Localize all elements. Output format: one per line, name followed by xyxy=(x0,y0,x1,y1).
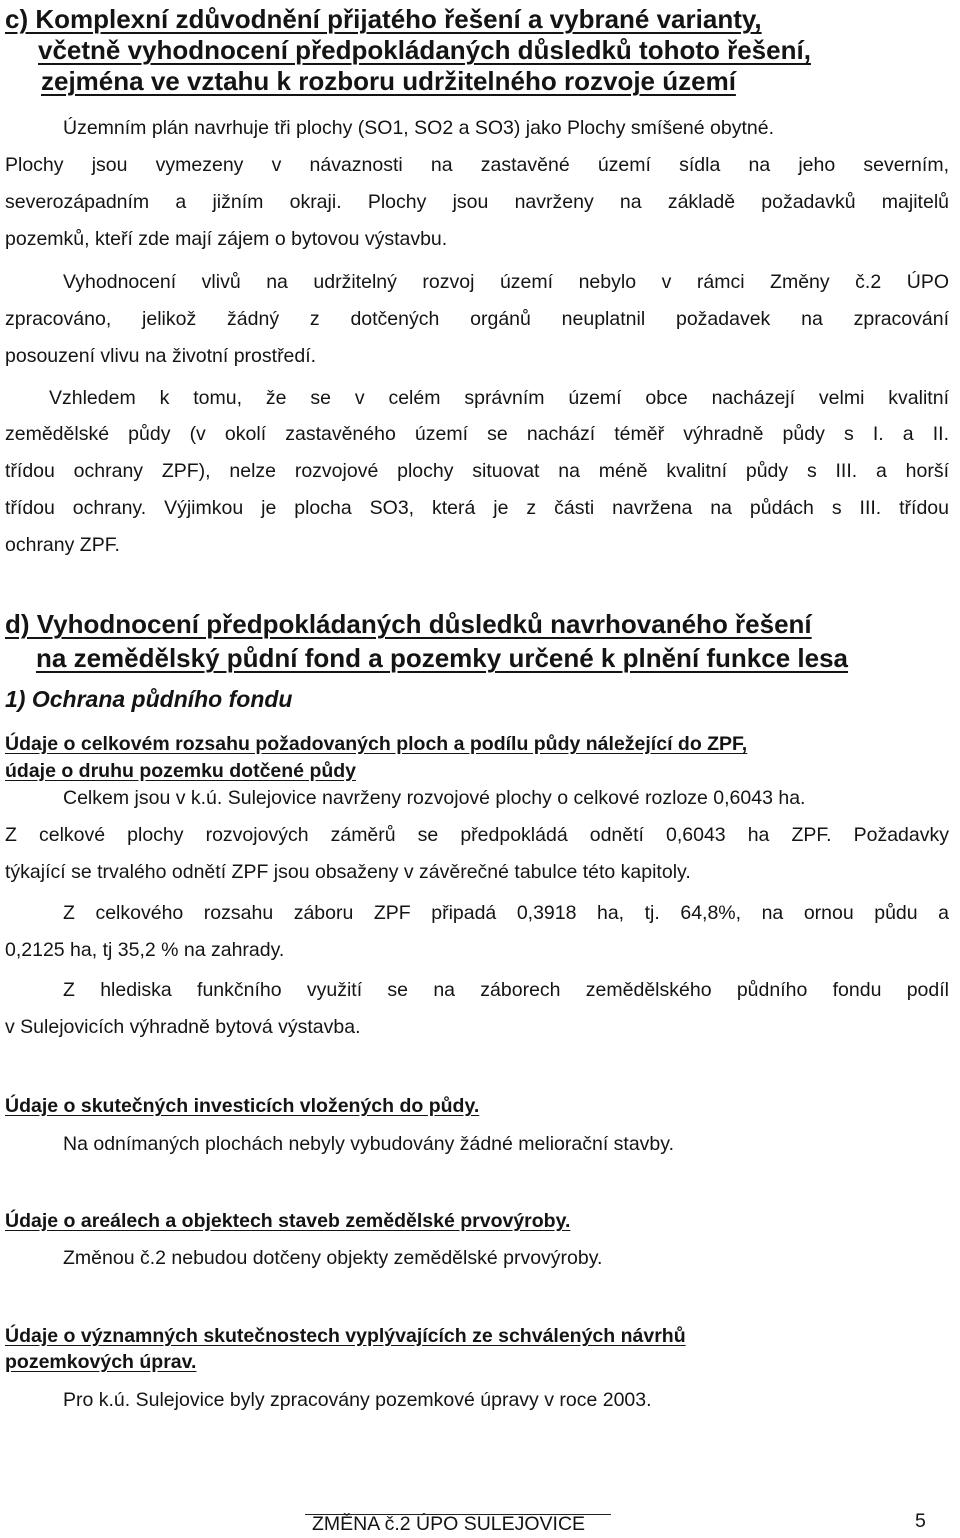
block4-title-line-2: pozemkových úprav. xyxy=(5,1351,197,1373)
block1-p3-line-2: v Sulejovicích výhradně bytová výstavba. xyxy=(5,1016,361,1038)
section-c-p1-line-4: pozemků, kteří zde mají zájem o bytovou výstavbu. xyxy=(5,228,448,250)
block1-title-line-2: údaje o druhu pozemku dotčené půdy xyxy=(5,760,357,782)
block2-text: Na odnímaných plochách nebyly vybudovány žádné meliorační stavby. xyxy=(63,1133,674,1155)
block1-p2-line-1: Z celkového rozsahu záboru ZPF připadá 0,3918 ha, tj. 64,8%, na ornou půdu a xyxy=(63,902,949,924)
section-c-p1-line-1: Územním plán navrhuje tři plochy (SO1, SO2 a SO3) jako Plochy smíšené obytné. xyxy=(63,117,774,139)
block1-p1-line-3: týkající se trvalého odnětí ZPF jsou obsaženy v závěrečné tabulce této kapitoly. xyxy=(5,861,691,883)
section-c-p3-line-3: třídou ochrany ZPF), nelze rozvojové plochy situovat na méně kvalitní půdy s III. a horší xyxy=(5,460,949,482)
section-c-p1-line-2: Plochy jsou vymezeny v návaznosti na zastavěné území sídla na jeho severním, xyxy=(5,154,949,176)
subheading-ochrana-pudniho-fondu: 1) Ochrana půdního fondu xyxy=(5,686,293,712)
section-c-p3-line-1: Vzhledem k tomu, že se v celém správním území obce nacházejí velmi kvalitní xyxy=(49,387,949,409)
block1-p1-line-2: Z celkové plochy rozvojových záměrů se předpokládá odnětí 0,6043 ha ZPF. Požadavky xyxy=(5,824,949,846)
page-number: 5 xyxy=(915,1510,926,1532)
block3-title: Údaje o areálech a objektech staveb zemědělské prvovýroby. xyxy=(5,1210,571,1232)
section-c-p2-line-2: zpracováno, jelikož žádný z dotčených orgánů neuplatnil požadavek na zpracování xyxy=(5,308,949,330)
section-c-heading-line-1: c) Komplexní zdůvodnění přijatého řešení a vybrané varianty, xyxy=(5,4,762,34)
footer-title: ZMĚNA č.2 ÚPO SULEJOVICE xyxy=(312,1513,586,1535)
section-c-heading-line-3: zejména ve vztahu k rozboru udržitelného rozvoje území xyxy=(41,66,736,96)
section-c-p3-line-2: zemědělské půdy (v okolí zastavěného území se nachází téměř výhradně půdy s I. a II. xyxy=(5,423,949,445)
block1-p3-line-1: Z hlediska funkčního využití se na záborech zemědělského půdního fondu podíl xyxy=(63,979,949,1001)
block1-p1-line-1: Celkem jsou v k.ú. Sulejovice navrženy rozvojové plochy o celkové rozloze 0,6043 ha. xyxy=(63,787,806,809)
section-d-heading-line-2: na zemědělský půdní fond a pozemky určené k plnění funkce lesa xyxy=(36,643,849,673)
block4-title-line-1: Údaje o významných skutečnostech vyplývajících ze schválených návrhů xyxy=(5,1325,686,1347)
section-d-heading-line-1: d) Vyhodnocení předpokládaných důsledků navrhovaného řešení xyxy=(5,609,812,639)
section-c-p3-line-5: ochrany ZPF. xyxy=(5,534,120,556)
block1-p2-line-2: 0,2125 ha, tj 35,2 % na zahrady. xyxy=(5,939,285,961)
section-c-heading-line-2: včetně vyhodnocení předpokládaných důsledků tohoto řešení, xyxy=(38,35,811,65)
section-c-p1-line-3: severozápadním a jižním okraji. Plochy jsou navrženy na základě požadavků majitelů xyxy=(5,191,949,213)
block4-text: Pro k.ú. Sulejovice byly zpracovány pozemkové úpravy v roce 2003. xyxy=(63,1389,652,1411)
block2-title: Údaje o skutečných investicích vložených do půdy. xyxy=(5,1095,480,1117)
section-c-p2-line-1: Vyhodnocení vlivů na udržitelný rozvoj území nebylo v rámci Změny č.2 ÚPO xyxy=(63,271,949,293)
section-c-p2-line-3: posouzení vlivu na životní prostředí. xyxy=(5,345,317,367)
block3-text: Změnou č.2 nebudou dotčeny objekty zemědělské prvovýroby. xyxy=(63,1247,603,1269)
block1-title-line-1: Údaje o celkovém rozsahu požadovaných ploch a podílu půdy náležející do ZPF, xyxy=(5,733,748,755)
section-c-p3-line-4: třídou ochrany. Výjimkou je plocha SO3, která je z části navržena na půdách s III. třídou xyxy=(5,497,949,519)
